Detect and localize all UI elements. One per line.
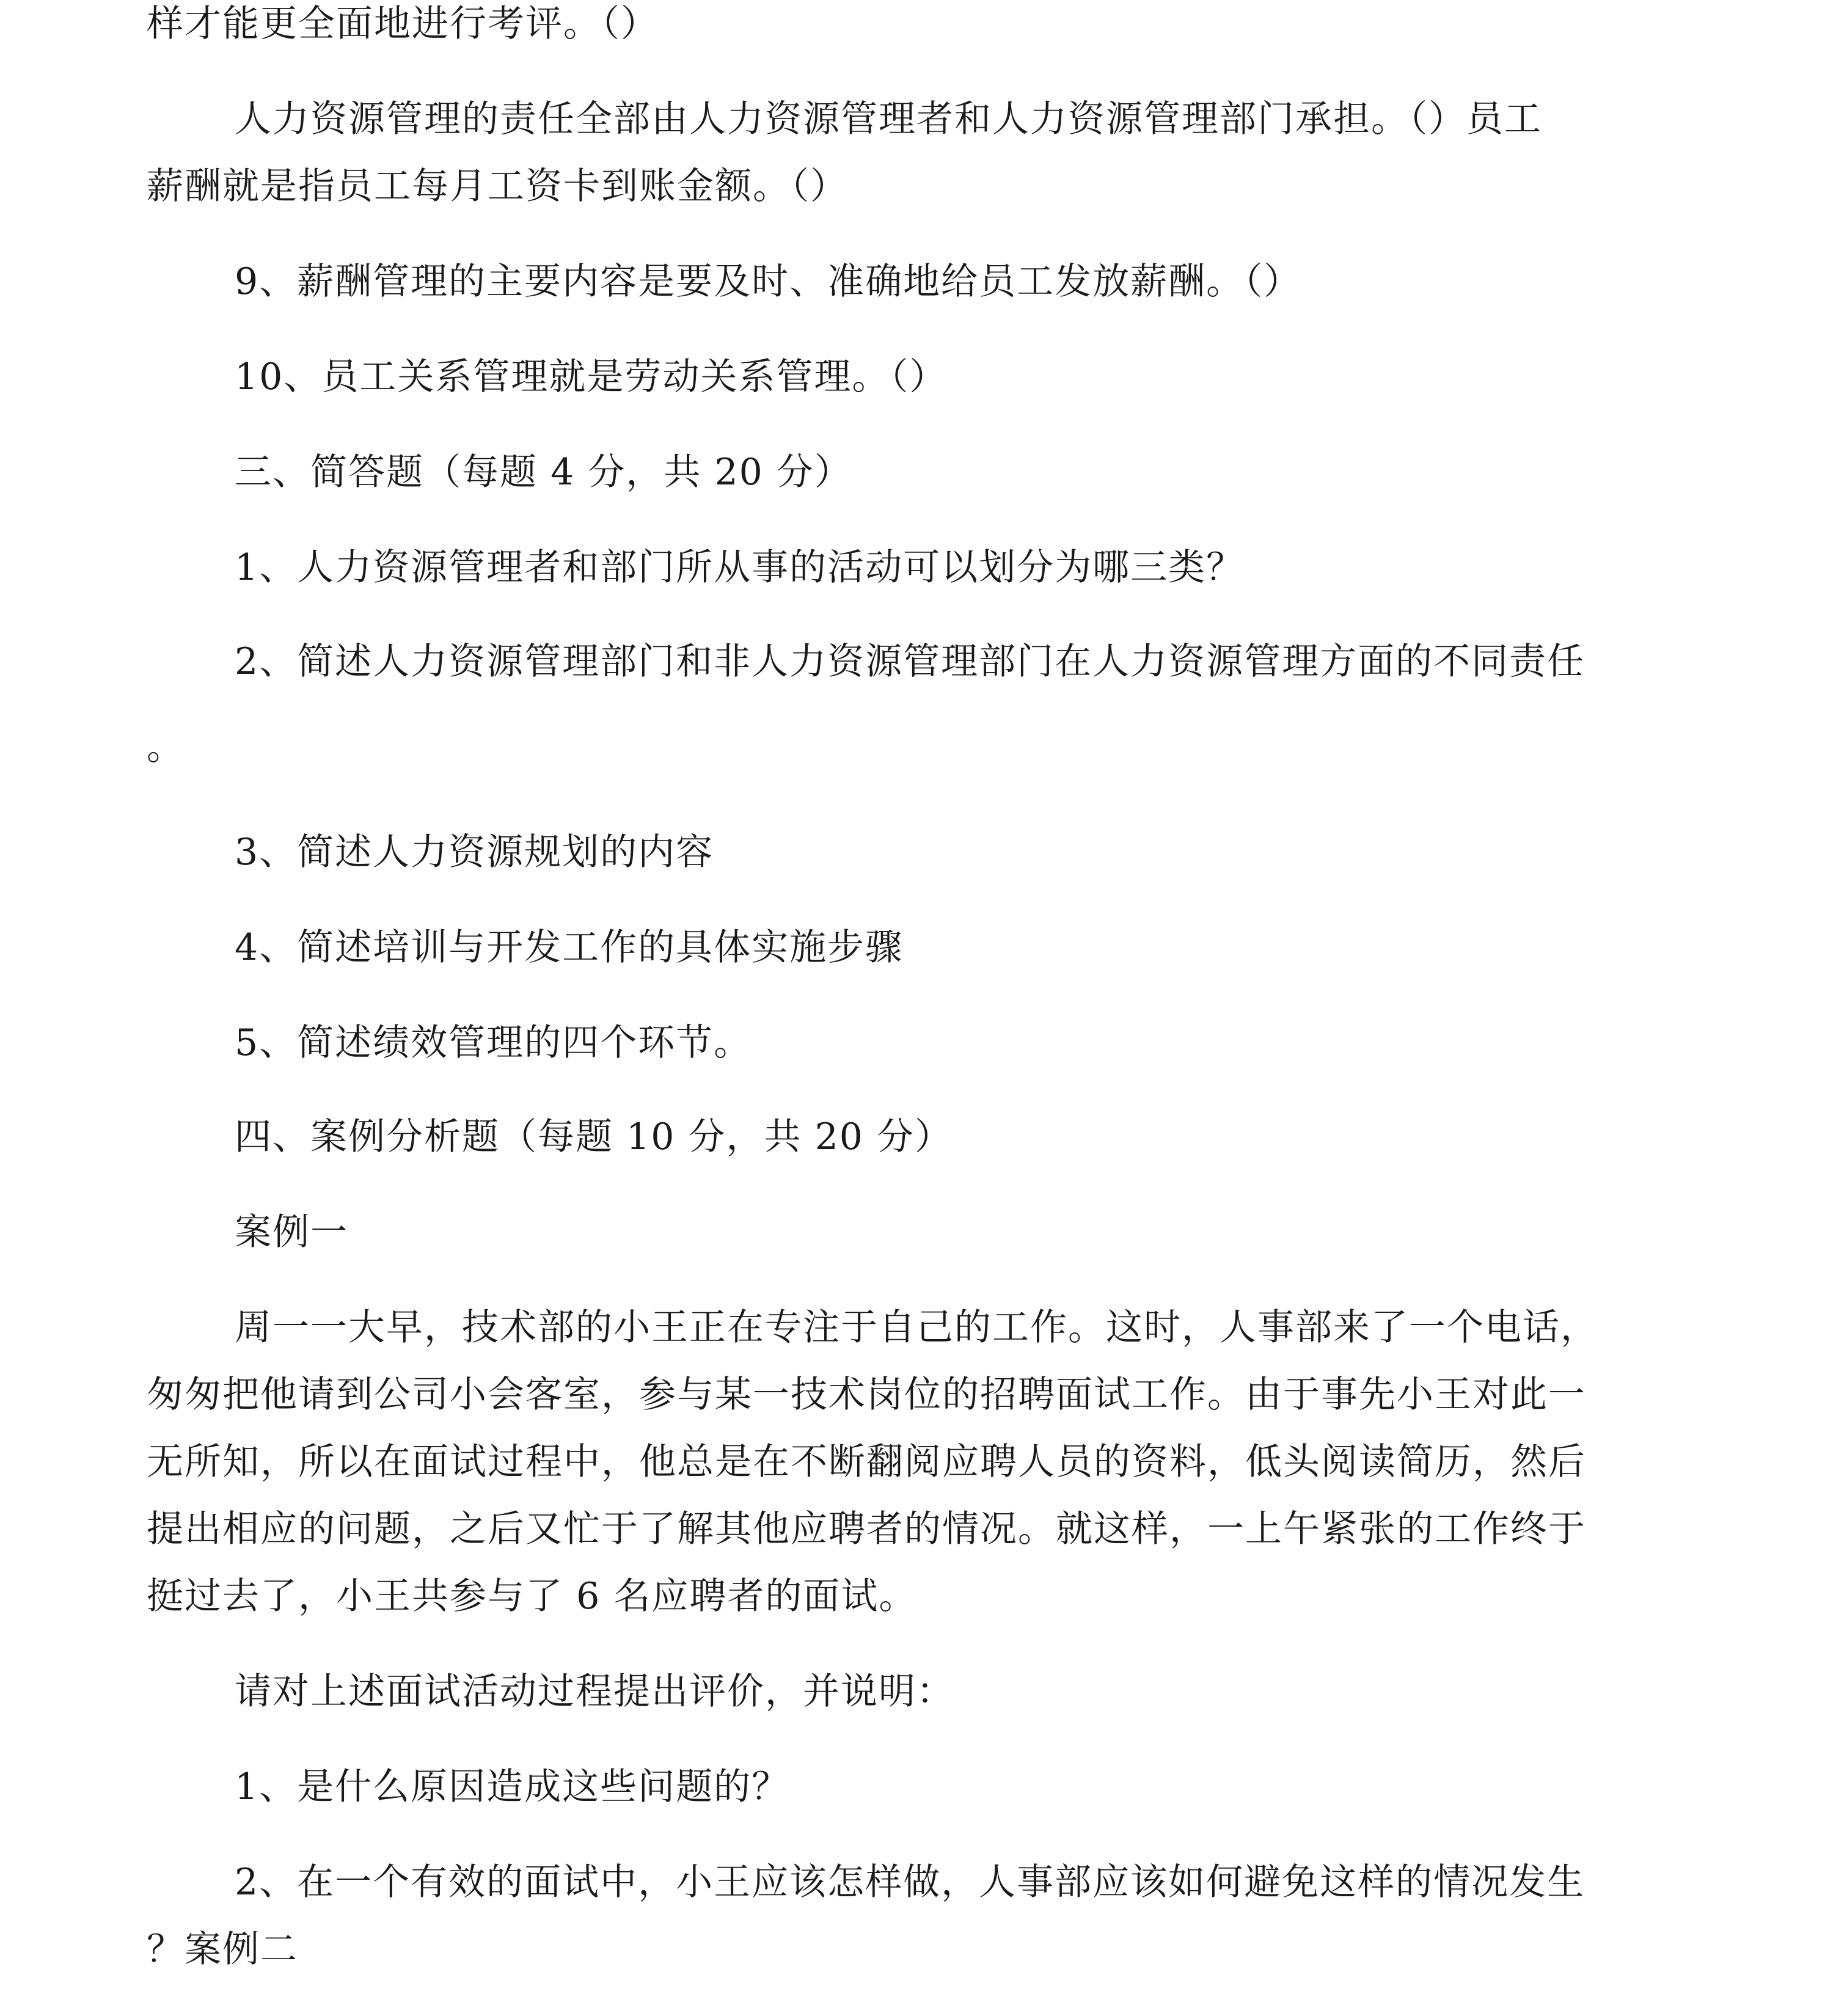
question-item: 2、在一个有效的面试中，小王应该怎样做，人事部应该如何避免这样的情况发生 — [235, 1861, 1585, 1904]
text-line: 人力资源管理的责任全部由人力资源管理者和人力资源管理部门承担。（）员工 — [235, 98, 1542, 141]
question-item: 3、简述人力资源规划的内容 — [235, 831, 714, 874]
case-text-line: 无所知，所以在面试过程中，他总是在不断翻阅应聘人员的资料，低头阅读简历，然后 — [147, 1441, 1586, 1483]
question-item: 2、简述人力资源管理部门和非人力资源管理部门在人力资源管理方面的不同责任 — [235, 640, 1585, 683]
case-text-line: 提出相应的问题，之后又忙于了解其他应聘者的情况。就这样，一上午紧张的工作终于 — [147, 1508, 1586, 1550]
case-text-line: 周一一大早，技术部的小王正在专注于自己的工作。这时，人事部来了一个电话， — [235, 1306, 1598, 1349]
case-text-line: 挺过去了，小王共参与了 6 名应聘者的面试。 — [147, 1575, 917, 1618]
text-line: 样才能更全面地进行考评。（） — [147, 2, 659, 45]
section-heading: 三、简答题（每题 4 分，共 20 分） — [235, 451, 852, 494]
question-item: 1、是什么原因造成这些问题的？ — [235, 1766, 790, 1808]
question-item: 4、简述培训与开发工作的具体实施步骤 — [235, 926, 904, 969]
text-line: 9、薪酬管理的主要内容是要及时、准确地给员工发放薪酬。（） — [235, 260, 1302, 303]
question-item: 1、人力资源管理者和部门所从事的活动可以划分为哪三类？ — [235, 546, 1245, 589]
section-heading: 四、案例分析题（每题 10 分，共 20 分） — [235, 1116, 953, 1158]
case-text-line: 匆匆把他请到公司小会客室，参与某一技术岗位的招聘面试工作。由于事先小王对此一 — [147, 1373, 1586, 1416]
question-item: 5、简述绩效管理的四个环节。 — [235, 1021, 752, 1064]
text-line: ？案例二 — [147, 1928, 298, 1971]
text-line: 10、员工关系管理就是劳动关系管理。（） — [235, 356, 948, 398]
text-line: 。 — [147, 726, 185, 769]
text-line: 薪酬就是指员工每月工资卡到账金额。（） — [147, 165, 848, 208]
case-title: 案例一 — [235, 1211, 348, 1254]
text-line: 请对上述面试活动过程提出评价，并说明： — [235, 1670, 954, 1713]
